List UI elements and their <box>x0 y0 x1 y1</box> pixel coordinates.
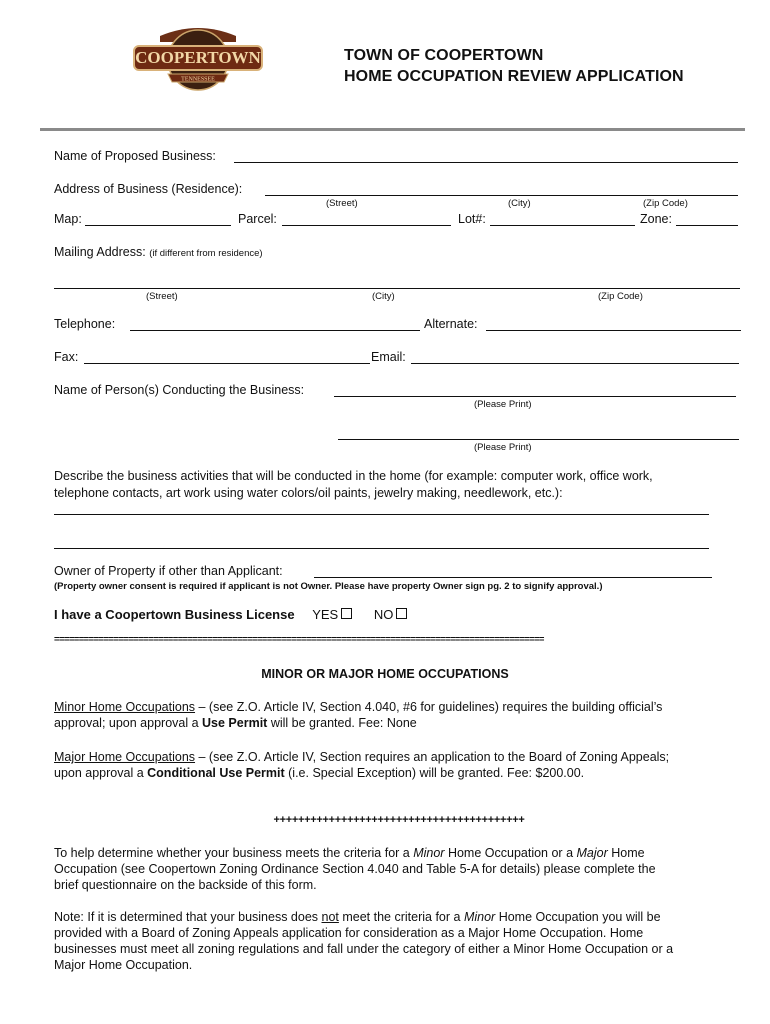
describe-field-2[interactable] <box>54 548 709 549</box>
plus-divider: +++++++++++++++++++++++++++++++++++++++++ <box>273 814 525 826</box>
mailing-label: Mailing Address: (if different from residence) <box>54 245 263 259</box>
use-permit: Use Permit <box>202 716 268 730</box>
owner-note: (Property owner consent is required if applicant is not Owner. Please have property Owner sign pg. 2 to signify approval.) <box>54 581 603 592</box>
please-print-caption-1: (Please Print) <box>474 399 532 410</box>
license-label: I have a Coopertown Business License <box>54 607 295 622</box>
minor-paragraph: Minor Home Occupations – (see Z.O. Article IV, Section 4.040, #6 for guidelines) requires the building official’s approval; upon approval a Use Permit will be granted. Fee: None <box>54 700 663 730</box>
zone-field[interactable] <box>676 225 738 226</box>
address-city-caption: (City) <box>508 198 531 209</box>
section-heading: MINOR OR MAJOR HOME OCCUPATIONS <box>261 667 509 681</box>
telephone-field[interactable] <box>130 330 420 331</box>
lot-field[interactable] <box>490 225 635 226</box>
title-line-1: TOWN OF COOPERTOWN <box>344 47 544 64</box>
yes-label: YES <box>312 607 339 622</box>
persons-field-1[interactable] <box>334 396 736 397</box>
yes-checkbox[interactable] <box>341 608 352 619</box>
header-divider <box>40 128 745 131</box>
minor-title: Minor Home Occupations <box>54 700 196 714</box>
alternate-label: Alternate: <box>424 317 478 331</box>
fax-field[interactable] <box>84 363 370 364</box>
please-print-caption-2: (Please Print) <box>474 442 532 453</box>
address-street-caption: (Street) <box>326 198 358 209</box>
lot-label: Lot#: <box>458 212 486 226</box>
title-line-2: HOME OCCUPATION REVIEW APPLICATION <box>344 68 684 85</box>
describe-field-1[interactable] <box>54 514 709 515</box>
coopertown-logo <box>132 22 264 92</box>
conditional-use-permit: Conditional Use Permit <box>147 766 285 780</box>
svg-text:TENNESSEE: TENNESSEE <box>181 76 215 83</box>
owner-label: Owner of Property if other than Applicant: <box>54 564 283 578</box>
mailing-street-caption: (Street) <box>146 291 178 302</box>
map-label: Map: <box>54 212 82 226</box>
mailing-field[interactable] <box>54 288 740 289</box>
major-title: Major Home Occupations <box>54 750 196 764</box>
email-field[interactable] <box>411 363 739 364</box>
parcel-label: Parcel: <box>238 212 277 226</box>
major-paragraph: Major Home Occupations – (see Z.O. Article IV, Section requires an application to the Board of Zoning Appeals; upon approval a Conditional Use Permit (i.e. Special Exception) will be granted. Fee: $200.00. <box>54 750 670 780</box>
alternate-field[interactable] <box>486 330 741 331</box>
no-label: NO <box>373 607 394 622</box>
note-paragraph: Note: If it is determined that your business does not meet the criteria for a Minor Home Occupation you will be provided with a Board of Zoning Appeals application for consideration as a Major Home Occupation. Home businesses must meet all zoning regulations and fall under the category of either a Minor Home Occupation or a Major Home Occupation. <box>54 910 674 972</box>
no-checkbox[interactable] <box>396 608 407 619</box>
map-field[interactable] <box>85 225 231 226</box>
equals-divider: =================================================================================================== <box>54 634 544 645</box>
persons-label: Name of Person(s) Conducting the Business: <box>54 383 305 397</box>
mailing-note: (if different from residence) <box>149 248 263 259</box>
help-paragraph: To help determine whether your business meets the criteria for a Minor Home Occupation or a Major Home Occupation (see Coopertown Zoning Ordinance Section 4.040 and Table 5-A for details) please complete the brief questionnaire on the backside of this form. <box>54 846 656 892</box>
persons-field-2[interactable] <box>338 439 739 440</box>
address-label: Address of Business (Residence): <box>54 182 243 196</box>
fax-label: Fax: <box>54 350 79 364</box>
describe-line-2: telephone contacts, art work using water colors/oil paints, jewelry making, needlework, etc.): <box>54 486 563 500</box>
mailing-city-caption: (City) <box>372 291 395 302</box>
business-name-label: Name of Proposed Business: <box>54 149 216 163</box>
mailing-zip-caption: (Zip Code) <box>598 291 643 302</box>
email-label: Email: <box>371 350 406 364</box>
parcel-field[interactable] <box>282 225 451 226</box>
address-zip-caption: (Zip Code) <box>643 198 688 209</box>
address-field[interactable] <box>265 195 738 196</box>
zone-label: Zone: <box>640 212 672 226</box>
owner-field[interactable] <box>314 577 712 578</box>
license-row <box>54 607 407 622</box>
svg-text:COOPERTOWN: COOPERTOWN <box>135 48 261 67</box>
telephone-label: Telephone: <box>54 317 116 331</box>
describe-line-1: Describe the business activities that will be conducted in the home (for example: computer work, office work, <box>54 469 653 483</box>
business-name-field[interactable] <box>234 162 738 163</box>
